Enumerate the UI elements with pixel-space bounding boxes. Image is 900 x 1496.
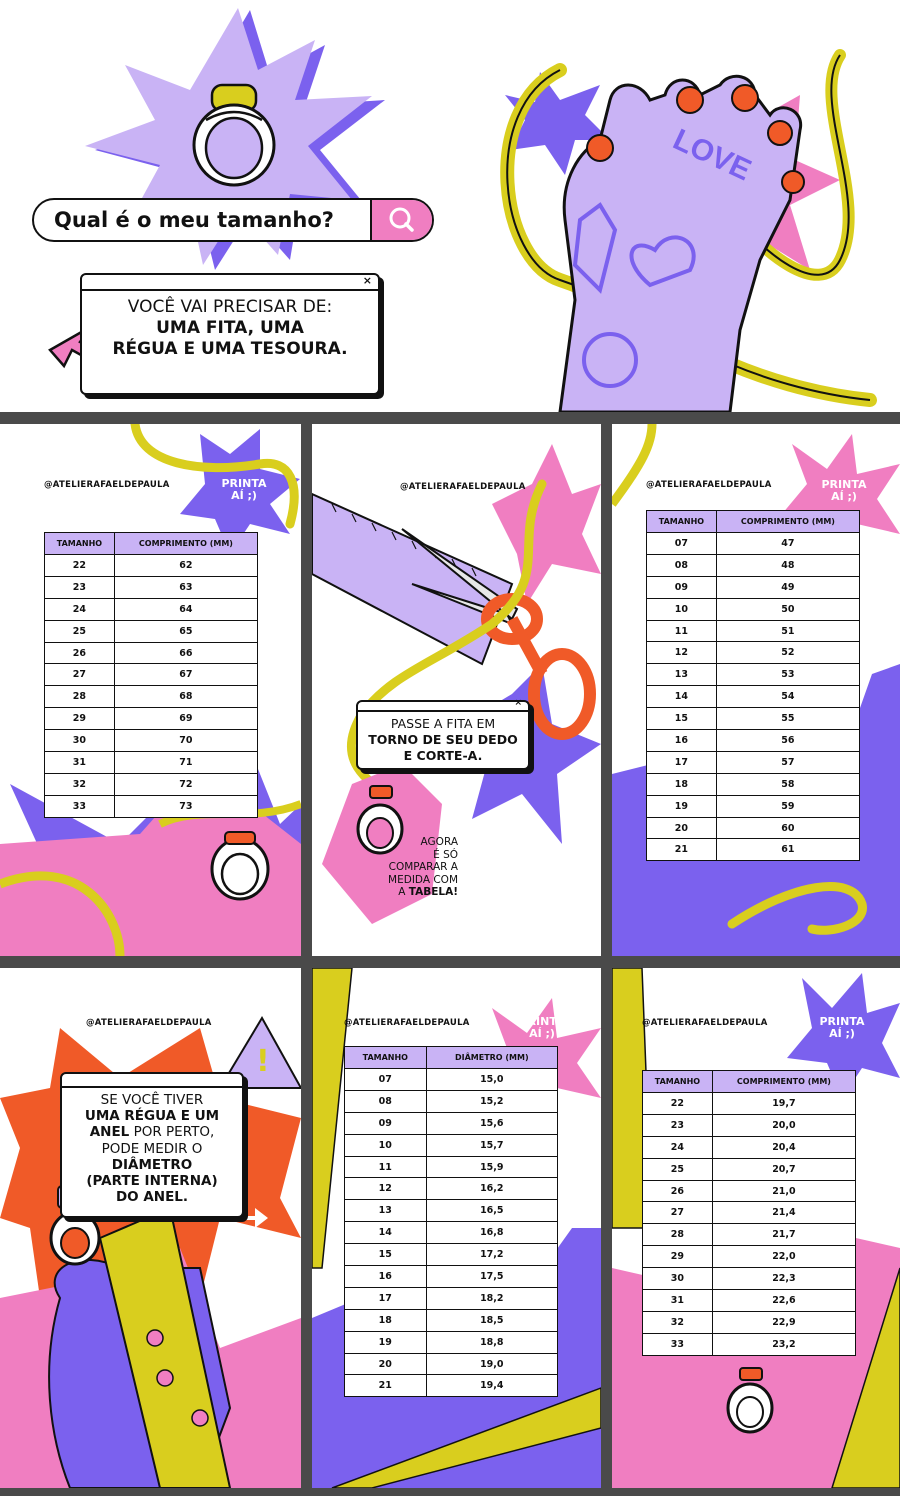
table-row	[643, 1246, 856, 1268]
table-header-row	[643, 1071, 856, 1093]
table-row	[647, 817, 860, 839]
size-cell: 12	[647, 642, 717, 664]
measure-cell: 51	[716, 620, 859, 642]
measure-cell: 60	[716, 817, 859, 839]
table-row	[45, 576, 258, 598]
size-cell: 07	[345, 1069, 427, 1091]
measure-cell: 53	[716, 664, 859, 686]
table-row	[647, 751, 860, 773]
size-cell: 23	[45, 576, 115, 598]
measure-cell: 48	[716, 554, 859, 576]
search-question: Qual é o meu tamanho?	[54, 208, 334, 232]
table-header-row	[647, 511, 860, 533]
close-icon[interactable]: ×	[514, 698, 522, 708]
table-row	[45, 620, 258, 642]
search-bar[interactable]	[32, 198, 434, 242]
length-table-22-33	[44, 532, 258, 818]
size-cell: 10	[647, 598, 717, 620]
measure-cell: 50	[716, 598, 859, 620]
size-cell: 08	[345, 1090, 427, 1112]
measure-cell: 58	[716, 773, 859, 795]
table-row	[45, 555, 258, 577]
table-row	[45, 642, 258, 664]
measure-cell: 19,4	[426, 1375, 557, 1397]
column-header-measure: COMPRIMENTO (MM)	[712, 1071, 855, 1093]
hero-dialog	[80, 273, 380, 395]
measure-cell: 52	[716, 642, 859, 664]
table-row	[643, 1114, 856, 1136]
table-row	[647, 533, 860, 555]
measure-cell: 69	[114, 708, 257, 730]
size-cell: 14	[647, 686, 717, 708]
panel-diameter-22-33	[612, 968, 900, 1488]
diameter-dialog	[60, 1072, 244, 1218]
measure-cell: 16,5	[426, 1200, 557, 1222]
measure-cell: 22,9	[712, 1311, 855, 1333]
table-row	[647, 686, 860, 708]
table-row	[45, 752, 258, 774]
step-line-2: TORNO DE SEU DEDO	[368, 732, 518, 747]
measure-cell: 15,6	[426, 1112, 557, 1134]
printa-badge	[814, 479, 874, 503]
dialog-line-3: RÉGUA E UMA TESOURA.	[112, 339, 348, 359]
size-cell: 14	[345, 1222, 427, 1244]
size-cell: 32	[45, 773, 115, 795]
measure-cell: 71	[114, 752, 257, 774]
ruler-shape	[312, 494, 512, 664]
measure-cell: 70	[114, 730, 257, 752]
table-row	[647, 839, 860, 861]
printa-line-1: PRINTA	[221, 477, 267, 490]
brand-handle: @ATELIERAFAELDEPAULA	[44, 480, 170, 490]
tip-line-4: PODE MEDIR O	[101, 1140, 203, 1157]
size-cell: 17	[345, 1287, 427, 1309]
close-icon[interactable]: ×	[362, 274, 372, 287]
measure-cell: 20,0	[712, 1114, 855, 1136]
tip-line-6: (PARTE INTERNA)	[86, 1173, 218, 1190]
tip-line-1: SE VOCÊ TIVER	[100, 1092, 204, 1108]
measure-cell: 21,0	[712, 1180, 855, 1202]
table-row	[643, 1180, 856, 1202]
size-cell: 26	[45, 642, 115, 664]
measure-cell: 65	[114, 620, 257, 642]
measure-cell: 22,6	[712, 1290, 855, 1312]
size-cell: 11	[345, 1156, 427, 1178]
brand-handle: @ATELIERAFAELDEPAULA	[86, 1018, 212, 1028]
hero-hand-word: LOVE	[668, 122, 757, 188]
table-row	[345, 1200, 558, 1222]
measure-cell: 21,7	[712, 1224, 855, 1246]
size-cell: 22	[643, 1093, 713, 1115]
search-button[interactable]	[370, 200, 432, 240]
size-cell: 25	[643, 1158, 713, 1180]
printa-line-1: PRINTA	[821, 478, 867, 491]
size-cell: 27	[643, 1202, 713, 1224]
diameter-table-22-33	[642, 1070, 856, 1356]
table-row	[345, 1134, 558, 1156]
table-row	[647, 730, 860, 752]
size-cell: 19	[647, 795, 717, 817]
measure-cell: 20,7	[712, 1158, 855, 1180]
table-row	[345, 1156, 558, 1178]
size-cell: 08	[647, 554, 717, 576]
hint-line-4: MEDIDA COM	[388, 873, 458, 886]
size-cell: 11	[647, 620, 717, 642]
hint-emphasis: TABELA!	[408, 886, 458, 898]
measure-cell: 16,8	[426, 1222, 557, 1244]
size-cell: 29	[45, 708, 115, 730]
measure-cell: 22,0	[712, 1246, 855, 1268]
table-row	[647, 620, 860, 642]
column-header-measure: COMPRIMENTO (MM)	[114, 533, 257, 555]
size-cell: 26	[643, 1180, 713, 1202]
measure-cell: 23,2	[712, 1333, 855, 1355]
size-cell: 29	[643, 1246, 713, 1268]
measure-cell: 61	[716, 839, 859, 861]
table-header-row	[45, 533, 258, 555]
size-cell: 30	[643, 1268, 713, 1290]
printa-badge	[812, 1016, 872, 1040]
table-row	[345, 1069, 558, 1091]
measure-cell: 55	[716, 708, 859, 730]
table-row	[647, 708, 860, 730]
tip-line-5: DIÂMETRO	[111, 1156, 193, 1173]
brand-handle: @ATELIERAFAELDEPAULA	[400, 482, 526, 492]
brand-handle: @ATELIERAFAELDEPAULA	[344, 1018, 470, 1028]
size-cell: 17	[647, 751, 717, 773]
measure-cell: 73	[114, 795, 257, 817]
step-dialog	[356, 700, 530, 770]
column-header-measure: COMPRIMENTO (MM)	[716, 511, 859, 533]
size-cell: 31	[643, 1290, 713, 1312]
size-cell: 32	[643, 1311, 713, 1333]
size-cell: 10	[345, 1134, 427, 1156]
table-row	[647, 642, 860, 664]
printa-line-2: AÍ ;)	[829, 1027, 855, 1040]
table-row	[45, 708, 258, 730]
measure-cell: 72	[114, 773, 257, 795]
compare-hint	[368, 836, 458, 899]
printa-line-1: PRINTA	[519, 1015, 565, 1028]
step-line-3: E CORTE-A.	[403, 748, 483, 763]
size-cell: 22	[45, 555, 115, 577]
warning-icon: !	[256, 1044, 270, 1079]
column-header-size: TAMANHO	[345, 1047, 427, 1069]
measure-cell: 49	[716, 576, 859, 598]
table-row	[45, 773, 258, 795]
table-row	[643, 1093, 856, 1115]
diameter-table-07-21	[344, 1046, 558, 1397]
tip-line-7: DO ANEL.	[115, 1189, 189, 1206]
printa-line-1: PRINTA	[819, 1015, 865, 1028]
table-row	[345, 1266, 558, 1288]
table-row	[345, 1178, 558, 1200]
measure-cell: 15,9	[426, 1156, 557, 1178]
table-row	[345, 1244, 558, 1266]
size-cell: 16	[345, 1266, 427, 1288]
table-row	[647, 554, 860, 576]
hero-banner	[0, 0, 900, 412]
table-row	[45, 730, 258, 752]
column-header-size: TAMANHO	[643, 1071, 713, 1093]
brand-handle: @ATELIERAFAELDEPAULA	[642, 1018, 768, 1028]
panel-diameter-tip	[0, 968, 301, 1488]
column-header-measure: DIÂMETRO (MM)	[426, 1047, 557, 1069]
table-row	[345, 1090, 558, 1112]
table-row	[345, 1287, 558, 1309]
table-row	[45, 686, 258, 708]
measure-cell: 18,8	[426, 1331, 557, 1353]
panel-diameter-07-21	[312, 968, 601, 1488]
tip-line-3b: POR PERTO,	[129, 1124, 215, 1141]
size-cell: 30	[45, 730, 115, 752]
measure-cell: 67	[114, 664, 257, 686]
printa-badge	[214, 478, 274, 502]
size-cell: 20	[345, 1353, 427, 1375]
measure-cell: 15,7	[426, 1134, 557, 1156]
panel-step-instructions	[312, 424, 601, 956]
table-row	[647, 598, 860, 620]
printa-line-2: AÍ ;)	[529, 1027, 555, 1040]
hint-line-3: COMPARAR A	[388, 861, 458, 873]
table-row	[643, 1158, 856, 1180]
tip-line-2: UMA RÉGUA E UM	[84, 1108, 220, 1125]
size-cell: 24	[45, 598, 115, 620]
measure-cell: 56	[716, 730, 859, 752]
measure-cell: 18,2	[426, 1287, 557, 1309]
step-line-1: PASSE A FITA EM	[390, 716, 496, 731]
measure-cell: 20,4	[712, 1136, 855, 1158]
size-cell: 12	[345, 1178, 427, 1200]
table-row	[45, 664, 258, 686]
size-cell: 09	[345, 1112, 427, 1134]
size-cell: 15	[345, 1244, 427, 1266]
printa-badge	[512, 1016, 572, 1040]
table-row	[345, 1331, 558, 1353]
size-cell: 20	[647, 817, 717, 839]
table-row	[643, 1333, 856, 1355]
size-cell: 25	[45, 620, 115, 642]
table-row	[345, 1222, 558, 1244]
measure-cell: 63	[114, 576, 257, 598]
table-row	[643, 1268, 856, 1290]
table-row	[45, 598, 258, 620]
measure-cell: 15,2	[426, 1090, 557, 1112]
table-row	[643, 1311, 856, 1333]
tip-line-3: ANEL	[89, 1124, 130, 1141]
size-cell: 09	[647, 576, 717, 598]
measure-cell: 19,0	[426, 1353, 557, 1375]
measure-cell: 19,7	[712, 1093, 855, 1115]
size-cell: 31	[45, 752, 115, 774]
table-row	[647, 664, 860, 686]
measure-cell: 21,4	[712, 1202, 855, 1224]
size-cell: 16	[647, 730, 717, 752]
table-row	[643, 1202, 856, 1224]
hint-line-1: AGORA	[420, 836, 458, 848]
panel-length-07-21	[612, 424, 900, 956]
brand-handle: @ATELIERAFAELDEPAULA	[646, 480, 772, 490]
panel-length-22-33	[0, 424, 301, 956]
measure-cell: 68	[114, 686, 257, 708]
length-table-07-21	[646, 510, 860, 861]
measure-cell: 59	[716, 795, 859, 817]
search-icon	[372, 200, 432, 240]
size-cell: 19	[345, 1331, 427, 1353]
measure-cell: 57	[716, 751, 859, 773]
size-cell: 33	[45, 795, 115, 817]
size-cell: 07	[647, 533, 717, 555]
size-cell: 27	[45, 664, 115, 686]
size-cell: 21	[345, 1375, 427, 1397]
table-row	[647, 773, 860, 795]
measure-cell: 17,5	[426, 1266, 557, 1288]
printa-line-2: AÍ ;)	[231, 489, 257, 502]
size-cell: 13	[647, 664, 717, 686]
size-cell: 21	[647, 839, 717, 861]
size-cell: 33	[643, 1333, 713, 1355]
table-row	[345, 1353, 558, 1375]
size-cell: 24	[643, 1136, 713, 1158]
table-row	[643, 1136, 856, 1158]
table-row	[647, 795, 860, 817]
size-cell: 15	[647, 708, 717, 730]
size-cell: 28	[45, 686, 115, 708]
table-row	[643, 1224, 856, 1246]
table-row	[45, 795, 258, 817]
table-row	[345, 1309, 558, 1331]
measure-cell: 22,3	[712, 1268, 855, 1290]
table-row	[643, 1290, 856, 1312]
column-header-size: TAMANHO	[647, 511, 717, 533]
table-row	[345, 1112, 558, 1134]
measure-cell: 18,5	[426, 1309, 557, 1331]
column-header-size: TAMANHO	[45, 533, 115, 555]
measure-cell: 64	[114, 598, 257, 620]
size-cell: 28	[643, 1224, 713, 1246]
measure-cell: 54	[716, 686, 859, 708]
measure-cell: 16,2	[426, 1178, 557, 1200]
table-row	[647, 576, 860, 598]
printa-line-2: AÍ ;)	[831, 490, 857, 503]
table-header-row	[345, 1047, 558, 1069]
hint-line-2: É SÓ	[433, 848, 458, 861]
measure-cell: 47	[716, 533, 859, 555]
dialog-line-1: VOCÊ VAI PRECISAR DE:	[127, 297, 333, 317]
size-cell: 18	[345, 1309, 427, 1331]
dialog-line-2: UMA FITA, UMA	[156, 318, 304, 338]
measure-cell: 17,2	[426, 1244, 557, 1266]
size-cell: 23	[643, 1114, 713, 1136]
measure-cell: 62	[114, 555, 257, 577]
size-cell: 18	[647, 773, 717, 795]
measure-cell: 66	[114, 642, 257, 664]
measure-cell: 15,0	[426, 1069, 557, 1091]
table-row	[345, 1375, 558, 1397]
hint-line-5: A	[398, 886, 406, 898]
size-cell: 13	[345, 1200, 427, 1222]
